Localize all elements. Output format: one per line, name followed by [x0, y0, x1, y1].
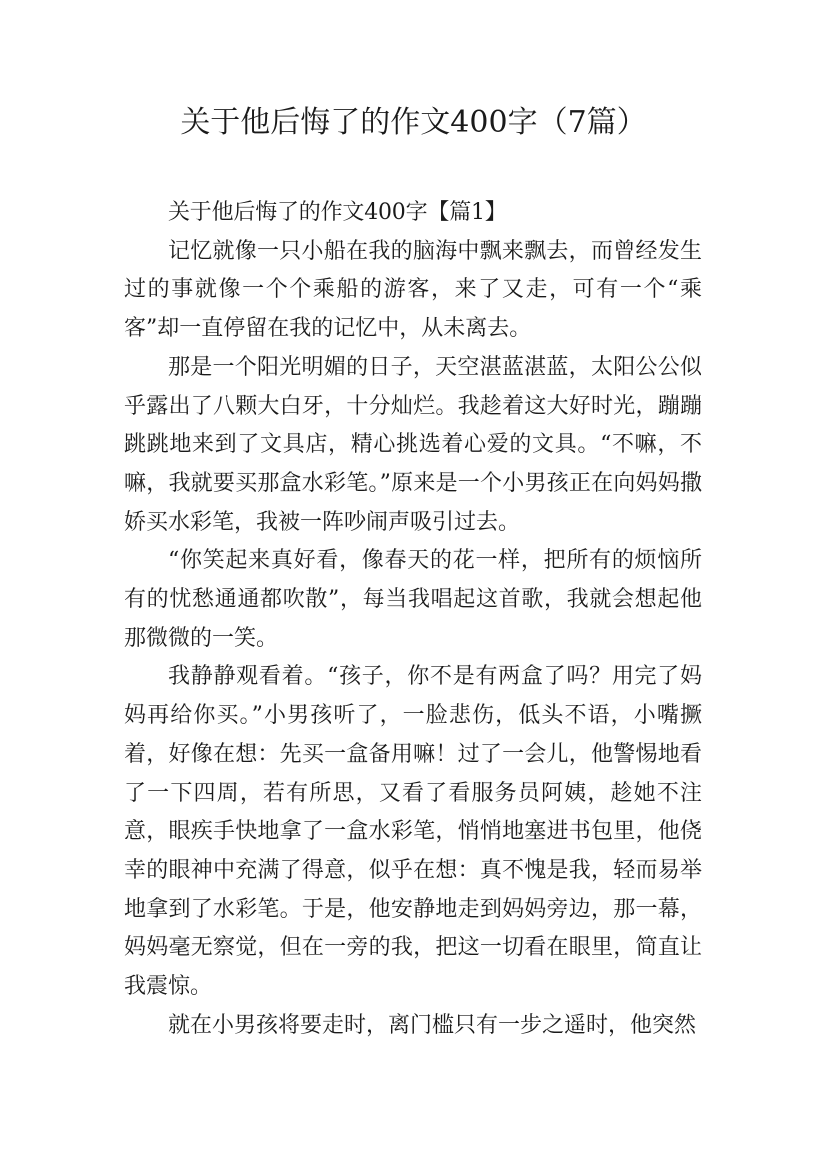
paragraph-1: 记忆就像一只小船在我的脑海中飘来飘去，而曾经发生过的事就像一个个乘船的游客，来了又走，可有一个“乘客”却一直停留在我的记忆中，从未离去。 [124, 238, 702, 342]
paragraph-4: 我静静观看着。“孩子，你不是有两盒了吗？用完了妈妈再给你买。”小男孩听了，一脸悲伤，低头不语，小嘴撅着，好像在想：先买一盒备用嘛！过了一会儿，他警惕地看了一下四周，若有所思，又看了看服务员阿姨，趁她不注意，眼疾手快地拿了一盒水彩笔，悄悄地塞进书包里，他侥幸的眼神中充满了得意，似乎在想：真不愧是我，轻而易举地拿到了水彩笔。于是，他安静地走到妈妈旁边，那一幕，妈妈毫无察觉，但在一旁的我，把这一切看在眼里，简直让我震惊。 [124, 664, 702, 1000]
paragraph-3: “你笑起来真好看，像春天的花一样，把所有的烦恼所有的忧愁通通都吹散”，每当我唱起这首歌，我就会想起他那微微的一笑。 [124, 548, 702, 651]
paragraph-5: 就在小男孩将要走时，离门槛只有一步之遥时，他突然 [168, 1012, 697, 1038]
document-body [124, 194, 702, 1045]
paragraph-2: 那是一个阳光明媚的日子，天空湛蓝湛蓝，太阳公公似乎露出了八颗大白牙，十分灿烂。我趁着这大好时光，蹦蹦跳跳地来到了文具店，精心挑选着心爱的文具。“不嘛，不嘛，我就要买那盒水彩笔。”原来是一个小男孩正在向妈妈撒娇买水彩笔，我被一阵吵闹声吸引过去。 [124, 354, 702, 535]
section-heading: 关于他后悔了的作文400字【篇1】 [168, 200, 507, 225]
document-title: 关于他后悔了的作文400字（7篇） [180, 105, 647, 140]
